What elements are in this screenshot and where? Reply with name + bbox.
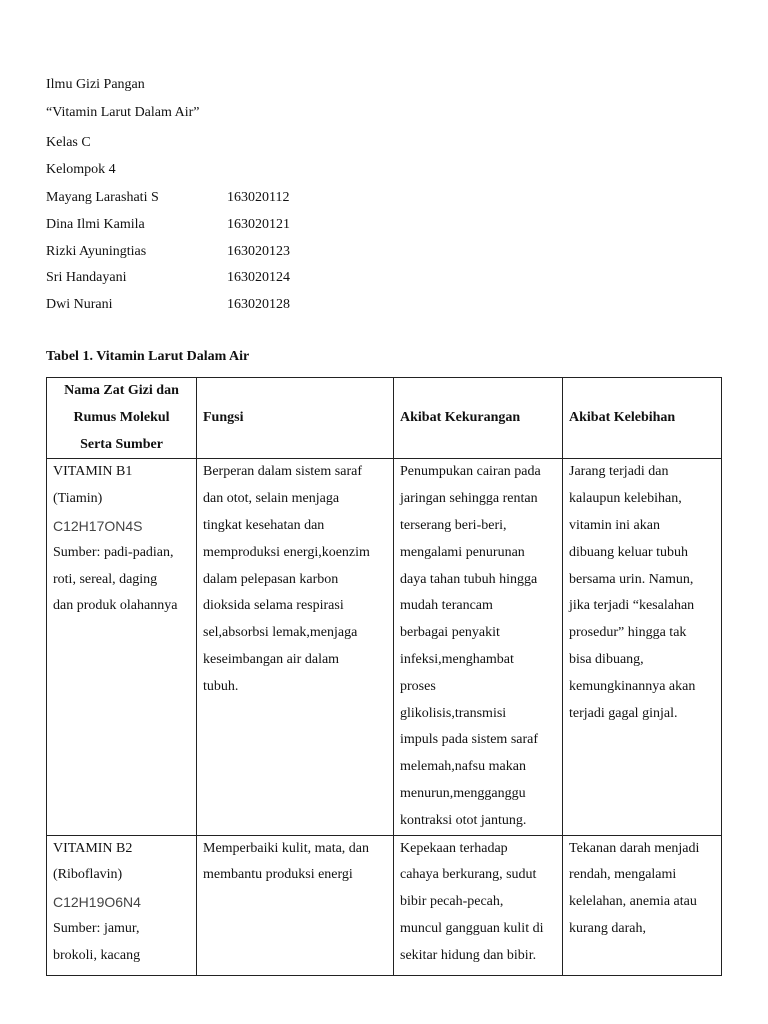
cell-kelebihan: [563, 835, 722, 975]
cell-kelebihan: [563, 459, 722, 835]
kelebihan-line: prosedur” hingga tak: [569, 625, 687, 641]
source-line: brokoli, kacang: [53, 947, 141, 963]
name-line: (Tiamin): [53, 491, 103, 507]
kelebihan-line: bisa dibuang,: [569, 651, 644, 667]
kekurangan-line: muncul gangguan kulit di: [400, 920, 544, 936]
cell-name: [47, 459, 197, 835]
molecular-formula: C12H19O6N4: [53, 894, 141, 911]
kelebihan-line: jika terjadi “kesalahan: [569, 598, 695, 614]
kekurangan-line: Kepekaan terhadap: [400, 840, 508, 856]
member-nim: 163020121: [227, 216, 290, 232]
member-name: Sri Handayani: [46, 270, 127, 286]
fungsi-line: sel,absorbsi lemak,menjaga: [203, 625, 358, 641]
molecular-formula: C12H17ON4S: [53, 517, 143, 534]
kekurangan-line: impuls pada sistem saraf: [400, 732, 539, 748]
kelebihan-line: terjadi gagal ginjal.: [569, 705, 678, 721]
kekurangan-line: menurun,mengganggu: [400, 785, 526, 801]
header-line: Fungsi: [203, 409, 244, 425]
member-nim: 163020123: [227, 243, 290, 259]
column-header: [197, 378, 394, 459]
name-line: VITAMIN B1: [53, 464, 133, 480]
header-line: Serta Sumber: [80, 436, 163, 452]
kekurangan-line: melemah,nafsu makan: [400, 759, 526, 775]
kelebihan-line: bersama urin. Namun,: [569, 571, 694, 587]
kekurangan-line: bibir pecah-pecah,: [400, 894, 504, 910]
vitamin-table: [46, 377, 722, 976]
header-line: Akibat Kelebihan: [569, 409, 676, 425]
kelebihan-line: kalaupun kelebihan,: [569, 491, 682, 507]
table-row: [47, 835, 722, 975]
cell-name: [47, 835, 197, 975]
member-nim: 163020112: [227, 190, 290, 205]
member-row: [46, 215, 290, 235]
source-line: Sumber: jamur,: [53, 920, 140, 936]
course-title: Ilmu Gizi Pangan: [46, 77, 145, 92]
member-row: [46, 242, 290, 262]
kelebihan-line: dibuang keluar tubuh: [569, 544, 688, 560]
kelebihan-line: rendah, mengalami: [569, 867, 677, 883]
member-name: Mayang Larashati S: [46, 190, 159, 205]
column-header: [563, 378, 722, 459]
member-row: [46, 188, 290, 208]
name-line: VITAMIN B2: [53, 840, 133, 856]
fungsi-line: Memperbaiki kulit, mata, dan: [203, 840, 370, 856]
kekurangan-line: daya tahan tubuh hingga: [400, 571, 538, 587]
kekurangan-line: glikolisis,transmisi: [400, 705, 507, 721]
fungsi-line: Berperan dalam sistem saraf: [203, 464, 362, 480]
kekurangan-line: cahaya berkurang, sudut: [400, 867, 537, 883]
header-line: Akibat Kekurangan: [400, 409, 521, 425]
kekurangan-line: jaringan sehingga rentan: [400, 491, 538, 507]
member-name: Dina Ilmi Kamila: [46, 216, 145, 232]
fungsi-line: membantu produksi energi: [203, 867, 353, 883]
kelebihan-line: kelelahan, anemia atau: [569, 894, 697, 910]
member-name: Rizki Ayuningtias: [46, 243, 147, 259]
kekurangan-line: Penumpukan cairan pada: [400, 464, 541, 480]
kelebihan-line: kurang darah,: [569, 920, 646, 936]
cell-kekurangan: [394, 459, 563, 835]
kekurangan-line: sekitar hidung dan bibir.: [400, 947, 537, 963]
fungsi-line: dioksida selama respirasi: [203, 598, 344, 614]
kekurangan-line: berbagai penyakit: [400, 625, 500, 641]
table-caption: Tabel 1. Vitamin Larut Dalam Air: [46, 349, 250, 364]
kekurangan-line: proses: [400, 678, 436, 694]
name-line: (Riboflavin): [53, 867, 123, 883]
cell-fungsi: [197, 835, 394, 975]
fungsi-line: tingkat kesehatan dan: [203, 517, 325, 533]
source-line: roti, sereal, daging: [53, 571, 158, 587]
fungsi-line: tubuh.: [203, 678, 239, 694]
member-row: [46, 295, 290, 315]
kelebihan-line: kemungkinannya akan: [569, 678, 696, 694]
fungsi-line: memproduksi energi,koenzim: [203, 544, 370, 560]
class-label: Kelas C: [46, 135, 91, 150]
source-line: Sumber: padi-padian,: [53, 544, 174, 560]
fungsi-line: dalam pelepasan karbon: [203, 571, 339, 587]
member-name: Dwi Nurani: [46, 297, 113, 313]
kelebihan-line: Tekanan darah menjadi: [569, 840, 700, 856]
cell-fungsi: [197, 459, 394, 835]
source-line: dan produk olahannya: [53, 598, 178, 614]
kekurangan-line: kontraksi otot jantung.: [400, 812, 527, 828]
header-line: Rumus Molekul: [73, 409, 170, 425]
topic-title: “Vitamin Larut Dalam Air”: [46, 105, 200, 120]
cell-kekurangan: [394, 835, 563, 975]
fungsi-line: dan otot, selain menjaga: [203, 491, 340, 507]
group-label: Kelompok 4: [46, 162, 116, 177]
member-nim: 163020128: [227, 297, 290, 313]
column-header: [47, 378, 197, 459]
header-line: Nama Zat Gizi dan: [64, 383, 179, 398]
table-row: [47, 459, 722, 835]
kekurangan-line: infeksi,menghambat: [400, 651, 514, 667]
kelebihan-line: Jarang terjadi dan: [569, 464, 669, 480]
kelebihan-line: vitamin ini akan: [569, 517, 660, 533]
fungsi-line: keseimbangan air dalam: [203, 651, 340, 667]
member-nim: 163020124: [227, 270, 290, 286]
member-row: [46, 268, 290, 288]
kekurangan-line: terserang beri-beri,: [400, 517, 507, 533]
column-header: [394, 378, 563, 459]
kekurangan-line: mengalami penurunan: [400, 544, 525, 560]
kekurangan-line: mudah terancam: [400, 598, 493, 614]
